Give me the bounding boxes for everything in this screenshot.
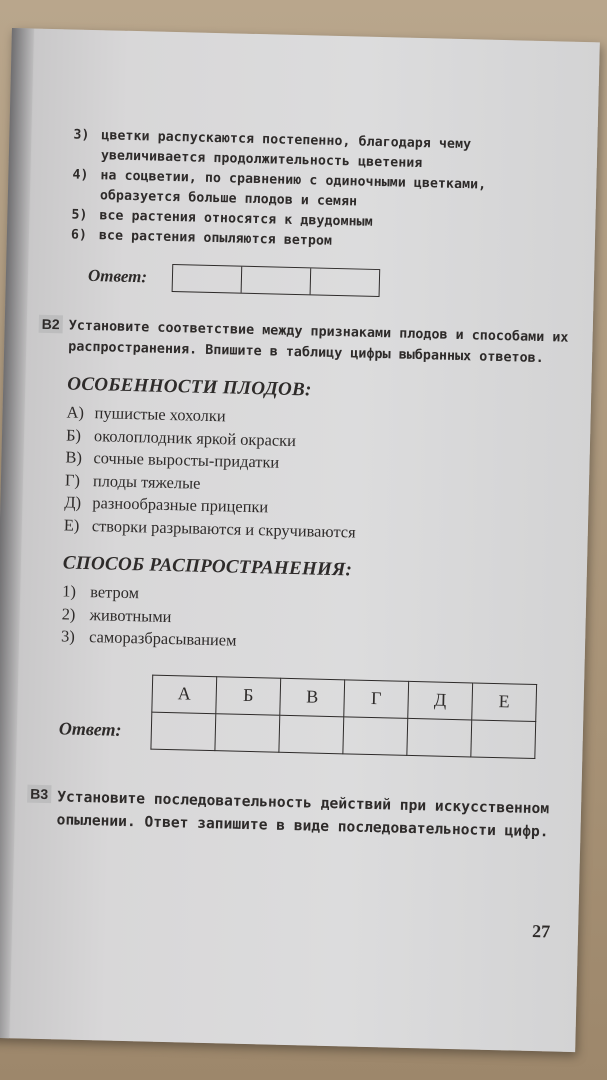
methods-title: СПОСОБ РАСПРОСТРАНЕНИЯ: (62, 552, 353, 581)
task-b3-text: Установите последовательность действий при искусственном опылении. Ответ запишите в виде последовательности цифр. (56, 787, 550, 840)
answer-cell[interactable] (471, 719, 536, 758)
answer-cell[interactable] (343, 716, 408, 755)
task-b2 (41, 315, 569, 759)
list-item: 3) цветки распускаются постепенно, благодаря чему увеличивается продолжительность цветения (73, 127, 472, 172)
list-item: А) пушистые хохолки (66, 402, 226, 426)
table-header-cell: Е (472, 682, 537, 721)
page-content (30, 126, 573, 844)
workbook-page (0, 28, 600, 1052)
list-item: 3) саморазбрасыванием (60, 626, 237, 650)
b2-answer-grid (58, 672, 560, 759)
answer-cell[interactable] (407, 718, 472, 757)
list-item: Д) разнообразные прицепки (64, 492, 269, 517)
book-spine (0, 28, 34, 1038)
answer-cell[interactable] (279, 715, 344, 754)
answer-cell[interactable] (242, 267, 312, 295)
answer-label: Ответ: (58, 717, 122, 740)
table-header-cell: А (152, 675, 217, 714)
table-header-cell: Г (344, 679, 409, 718)
answer-cell[interactable] (215, 713, 280, 752)
list-item: Г) плоды тяжелые (64, 469, 201, 493)
answer-label: Ответ: (87, 265, 148, 287)
answer-cell[interactable] (151, 712, 216, 751)
answer-cell[interactable] (173, 265, 243, 293)
answer-cell[interactable] (311, 268, 380, 296)
list-item: 4) на соцветии, по сравнению с одиночными цветками, образуется больше плодов и семян (72, 167, 487, 210)
list-item: 1) ветром (62, 581, 140, 603)
answer-table (150, 674, 537, 758)
list-item: 6) все растения опыляются ветром (70, 227, 333, 249)
features-title: ОСОБЕННОСТИ ПЛОДОВ: (67, 373, 312, 401)
b1-answer-cells (172, 264, 381, 297)
b1-answer-row (88, 262, 571, 302)
table-header-cell: В (280, 678, 345, 717)
task-b3 (30, 785, 557, 843)
task-b2-text: Установите соответствие между признаками плодов и способами их распространения. Впишите в таблицу цифры выбранных ответов. (68, 318, 569, 367)
list-item: 5) все растения относятся к двудомным (71, 207, 373, 230)
list-item: 2) животными (61, 603, 172, 626)
table-header-cell: Д (408, 681, 473, 720)
task-code-b3: B3 (27, 784, 51, 803)
features-list (64, 401, 567, 548)
list-item: В) сочные выросты-придатки (65, 447, 280, 472)
page-number: 27 (531, 920, 551, 942)
table-header-cell: Б (216, 676, 281, 715)
list-item: Е) створки разрываются и скручиваются (63, 514, 356, 542)
task-code-b2: B2 (39, 315, 63, 334)
b1-options-list (71, 126, 574, 258)
list-item: Б) околоплодник яркой окраски (65, 424, 297, 450)
methods-list (61, 580, 562, 660)
